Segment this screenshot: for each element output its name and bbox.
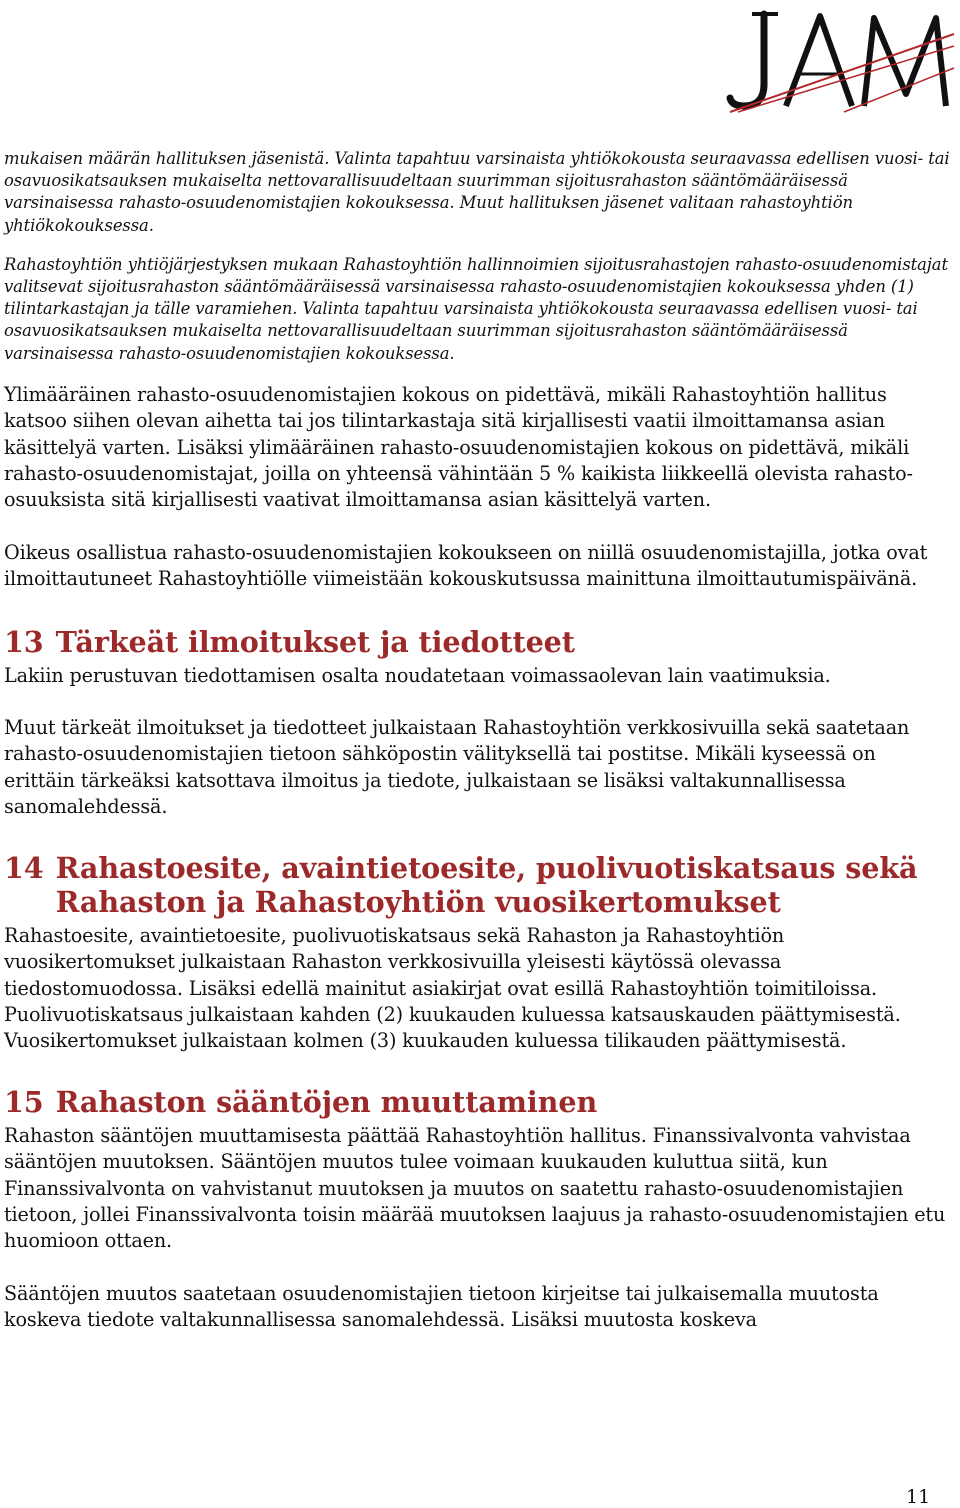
section-heading-14	[4, 851, 952, 919]
section-title: Rahastoesite, avaintietoesite, puolivuotiskatsaus sekä Rahaston ja Rahastoyhtiön vuosikertomukset	[55, 850, 918, 919]
paragraph: Oikeus osallistua rahasto-osuudenomistajien kokoukseen on niillä osuudenomistajilla, jotka ovat ilmoittautuneet Rahastoyhtiölle viimeistään kokouskutsussa mainittuna ilmoittautumispäivänä.	[4, 540, 928, 591]
section-heading-13	[4, 625, 952, 659]
paragraph: Ylimääräinen rahasto-osuudenomistajien kokous on pidettävä, mikäli Rahastoyhtiön hallitus katsoo siihen olevan aihetta tai jos tilintarkastaja sitä kirjallisesti vaatii ilmoittamansa asian käsittelyä varten. Lisäksi ylimääräinen rahasto-osuudenomistajien kokous on pidettävä, mikäli rahasto-osuudenomistajat, joilla on yhteensä vähintään 5 % kaikista liikkeellä olevista rahasto-osuuksista sitä kirjallisesti vaativat ilmoittamansa asian käsittelyä varten.	[4, 382, 913, 512]
paragraph: Lakiin perustuvan tiedottamisen osalta noudatetaan voimassaolevan lain vaatimuksia.	[4, 663, 831, 687]
section-number: 13	[4, 624, 44, 659]
section-title: Rahaston sääntöjen muuttaminen	[55, 1084, 598, 1119]
italic-paragraph: mukaisen määrän hallituksen jäsenistä. Valinta tapahtuu varsinaista yhtiökokousta seuraavassa edellisen vuosi- tai osavuosikatsauksen mukaiselta nettovarallisuudeltaan suurimman sijoitusrahaston sääntömääräisessä varsinaisessa rahasto-osuudenomistajien kokouksessa. Muut hallituksen jäsenet valitaan rahastoyhtiön yhtiökokouksessa.	[4, 149, 950, 235]
page-number: 11	[906, 1486, 931, 1508]
jam-logo	[724, 6, 956, 114]
paragraph: Rahastoesite, avaintietoesite, puolivuotiskatsaus sekä Rahaston ja Rahastoyhtiön vuosikertomukset julkaistaan Rahaston verkkosivuilla yleisesti käytössä olevassa tiedostomuodossa. Lisäksi edellä mainitut asiakirjat ovat esillä Rahastoyhtiön toimitiloissa. Puolivuotiskatsaus julkaistaan kahden (2) kuukauden kuluessa katsauskauden päättymisestä. Vuosikertomukset julkaistaan kolmen (3) kuukauden kuluessa tilikauden päättymisestä.	[4, 923, 901, 1053]
section-number: 14	[4, 850, 44, 885]
paragraph: Rahaston sääntöjen muuttamisesta päättää Rahastoyhtiön hallitus. Finanssivalvonta vahvistaa sääntöjen muutoksen. Sääntöjen muutos tulee voimaan kuukauden kuluttua siitä, kun Finanssivalvonta on vahvistanut muutoksen ja muutos on saatettu rahasto-osuudenomistajien tietoon, jollei Finanssivalvonta toisin määrää muutoksen laajuus ja rahasto-osuudenomistajien etu huomioon ottaen.	[4, 1123, 946, 1253]
section-title: Tärkeät ilmoitukset ja tiedotteet	[55, 624, 575, 659]
italic-paragraph: Rahastoyhtiön yhtiöjärjestyksen mukaan Rahastoyhtiön hallinnoimien sijoitusrahastojen rahasto-osuudenomistajat valitsevat sijoitusrahaston sääntömääräisessä varsinaisessa rahasto-osuudenomistajien kokouksessa yhden (1) tilintarkastajan ja tälle varamiehen. Valinta tapahtuu varsinaista yhtiökokousta seuraavassa edellisen vuosi- tai osavuosikatsauksen mukaiselta nettovarallisuudeltaan suurimman sijoitusrahaston sääntömääräisessä varsinaisessa rahasto-osuudenomistajien kokouksessa.	[4, 254, 948, 363]
section-heading-15	[4, 1085, 952, 1119]
paragraph: Muut tärkeät ilmoitukset ja tiedotteet julkaistaan Rahastoyhtiön verkkosivuilla sekä saatetaan rahasto-osuudenomistajien tietoon sähköpostin välityksellä tai postitse. Mikäli kyseessä on erittäin tärkeäksi katsottava ilmoitus ja tiedote, julkaistaan se lisäksi valtakunnallisessa sanomalehdessä.	[4, 716, 910, 819]
section-number: 15	[4, 1084, 44, 1119]
document-body	[4, 148, 952, 1360]
paragraph: Sääntöjen muutos saatetaan osuudenomistajien tietoon kirjeitse tai julkaisemalla muutosta koskeva tiedote valtakunnallisessa sanomalehdessä. Lisäksi muutosta koskeva	[4, 1281, 879, 1332]
